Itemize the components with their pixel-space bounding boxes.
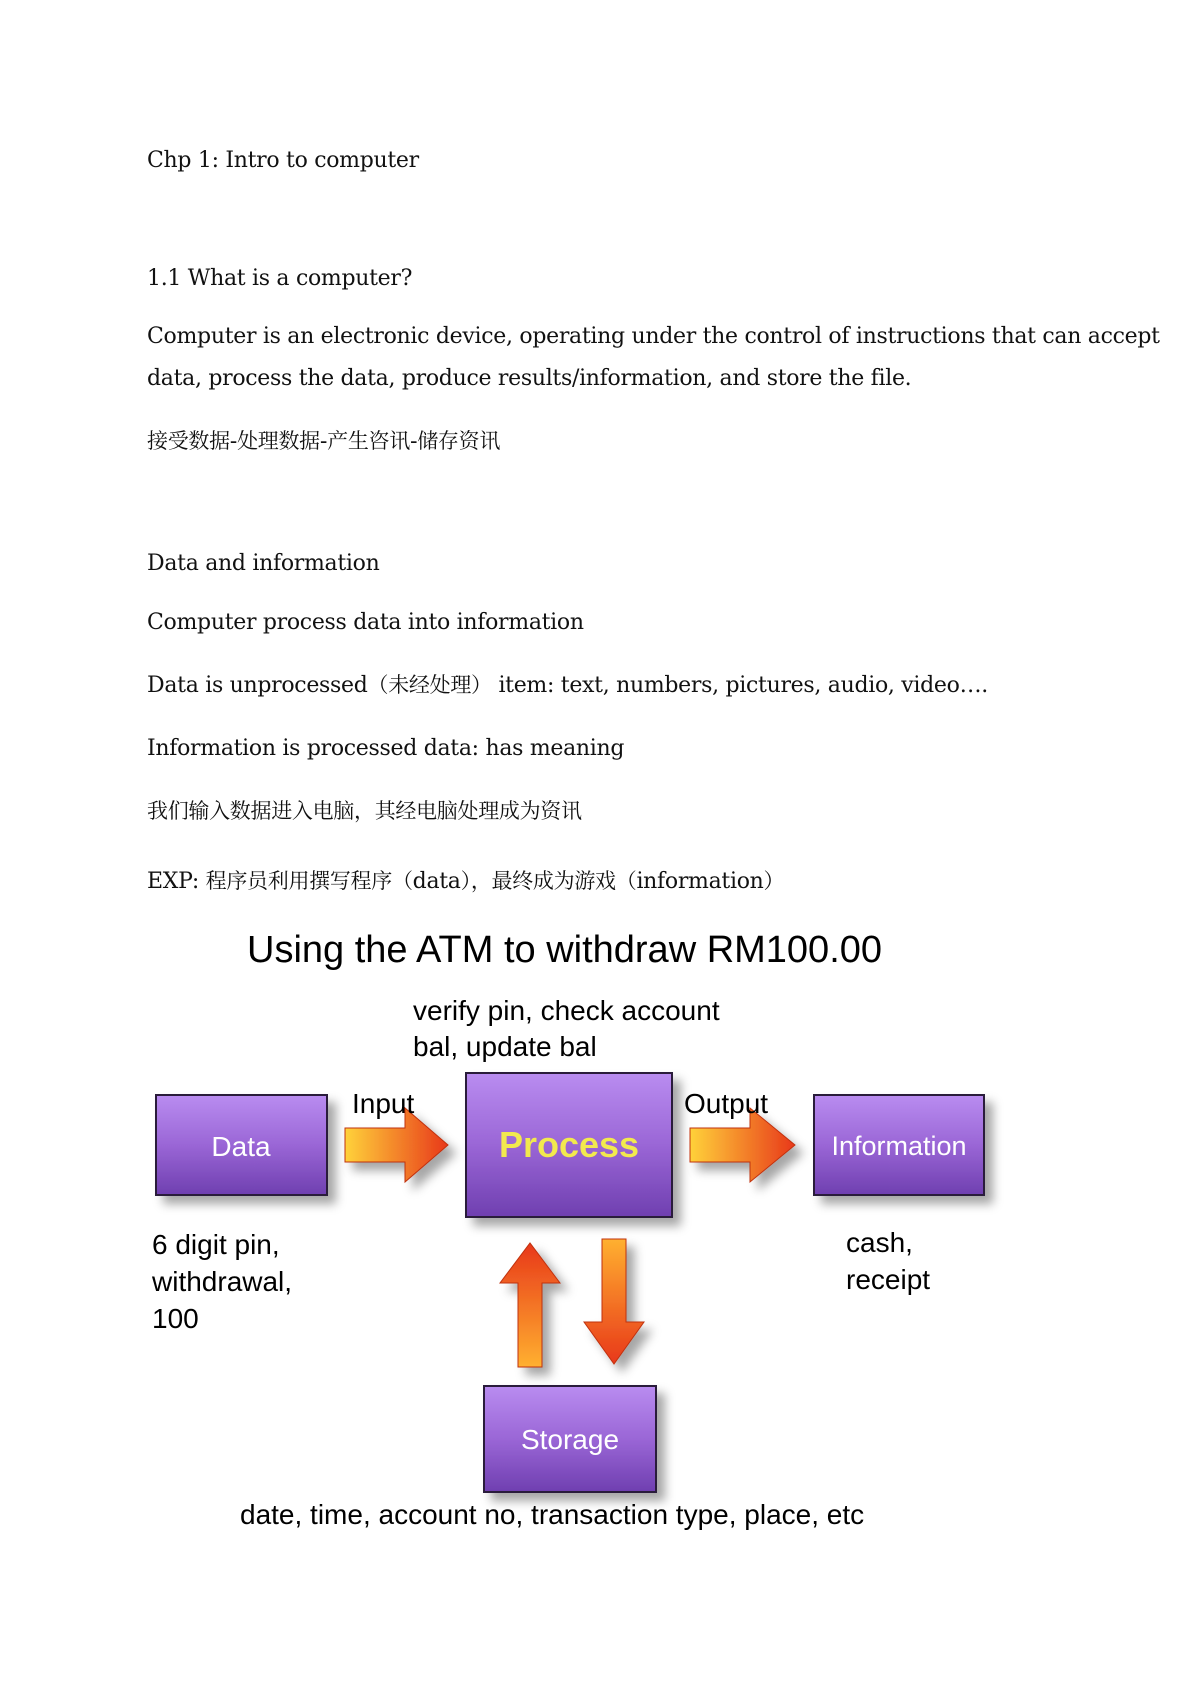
chapter-title: Chp 1: Intro to computer: [147, 148, 419, 173]
exp-zh-3: ）: [763, 869, 785, 893]
line-input-zh: 我们输入数据进入电脑，其经电脑处理成为资讯: [147, 799, 582, 823]
information-box-label: Information: [831, 1131, 967, 1161]
diagram-title: Using the ATM to withdraw RM100.00: [247, 929, 883, 971]
exp-data: data: [412, 869, 461, 894]
down-arrow: [584, 1239, 644, 1364]
output-arrow: [690, 1108, 795, 1182]
data-note-line-2: withdrawal,: [152, 1266, 293, 1297]
process-note-line-1: verify pin, check account: [413, 995, 720, 1026]
data-note-line-1: 6 digit pin,: [152, 1229, 280, 1260]
line-data-zh: （未经处理）: [367, 673, 492, 697]
exp-label: EXP:: [147, 869, 199, 894]
data-box-label: Data: [211, 1131, 271, 1162]
definition-zh: 接受数据-处理数据-产生咨讯-储存资讯: [147, 429, 501, 453]
line-data-before: Data is unprocessed: [147, 673, 368, 698]
up-arrow: [500, 1243, 560, 1367]
info-note-line-2: receipt: [846, 1264, 931, 1295]
line-process: Computer process data into information: [147, 610, 584, 635]
data-note-line-3: 100: [152, 1303, 199, 1334]
exp-info: information: [636, 869, 764, 894]
definition-line-2: data, process the data, produce results/information, and store the file.: [147, 366, 912, 391]
input-arrow: [345, 1108, 448, 1182]
output-label: Output: [684, 1088, 769, 1119]
input-label: Input: [352, 1088, 415, 1119]
exp-zh-2: ），最终成为游戏（: [460, 869, 637, 893]
info-note-line-1: cash,: [846, 1227, 913, 1258]
line-information: Information is processed data: has meaning: [147, 736, 625, 761]
definition-line-1: Computer is an electronic device, operating under the control of instructions that can accept: [147, 324, 1160, 349]
storage-note: date, time, account no, transaction type, place, etc: [240, 1499, 865, 1530]
exp-zh-1: 程序员利用撰写程序（: [205, 869, 413, 893]
process-note-line-2: bal, update bal: [413, 1031, 597, 1062]
storage-box-label: Storage: [520, 1424, 620, 1455]
line-data-after: item: text, numbers, pictures, audio, video….: [498, 673, 988, 698]
data-info-heading: Data and information: [147, 551, 380, 576]
section-title: 1.1 What is a computer?: [147, 266, 413, 291]
process-box-label: Process: [498, 1124, 640, 1165]
